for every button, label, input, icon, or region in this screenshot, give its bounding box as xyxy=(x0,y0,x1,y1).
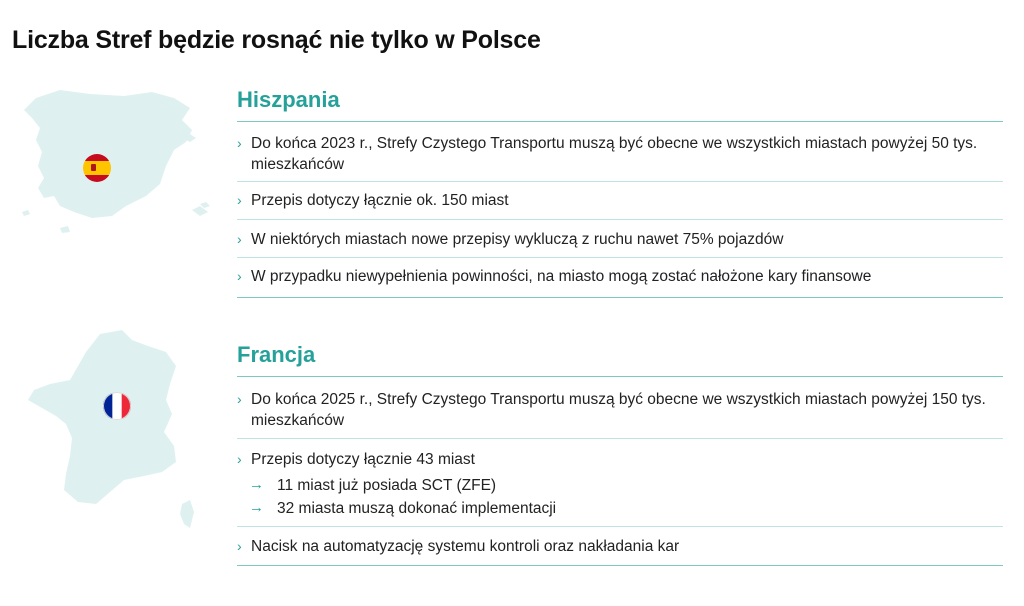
list-item: › W niektórych miastach nowe przepisy wykluczą z ruchu nawet 75% pojazdów xyxy=(237,231,784,248)
sub-list-item: → 11 miast już posiada SCT (ZFE) xyxy=(237,474,1003,497)
section-rule xyxy=(237,121,1003,122)
france-flag-icon xyxy=(103,392,131,420)
section-end-rule xyxy=(237,297,1003,298)
chevron-right-icon: › xyxy=(237,391,242,407)
sub-list-item: → 32 miasta muszą dokonać implementacji xyxy=(237,497,1003,520)
divider xyxy=(237,181,1003,182)
chevron-right-icon: › xyxy=(237,451,242,467)
divider xyxy=(237,526,1003,527)
section-title-france: Francja xyxy=(237,342,316,367)
arrow-right-icon: → xyxy=(249,476,264,493)
divider xyxy=(237,219,1003,220)
list-item: › Nacisk na automatyzację systemu kontroli oraz nakładania kar xyxy=(237,538,680,555)
list-item: › W przypadku niewypełnienia powinności, na miasto mogą zostać nałożone kary finansowe xyxy=(237,268,872,285)
france-map-icon xyxy=(26,328,206,538)
chevron-right-icon: › xyxy=(237,538,242,554)
chevron-right-icon: › xyxy=(237,135,242,151)
list-item: › Do końca 2023 r., Strefy Czystego Transportu muszą być obecne we wszystkich miastach powyżej 50 tys. mieszkańców xyxy=(237,135,978,173)
list-item: › Do końca 2025 r., Strefy Czystego Transportu muszą być obecne we wszystkich miastach powyżej 150 tys. mieszkańców xyxy=(237,391,986,429)
divider xyxy=(237,257,1003,258)
spain-flag-icon xyxy=(83,154,111,182)
chevron-right-icon: › xyxy=(237,268,242,284)
list-item: › Przepis dotyczy łącznie ok. 150 miast xyxy=(237,192,509,209)
section-rule xyxy=(237,376,1003,377)
chevron-right-icon: › xyxy=(237,192,242,208)
divider xyxy=(237,438,1003,439)
list-item: › Przepis dotyczy łącznie 43 miast → 11 miast już posiada SCT (ZFE) → 32 miasta muszą dokonać implementacji xyxy=(237,449,1003,520)
section-end-rule xyxy=(237,565,1003,566)
spain-map-icon xyxy=(14,86,214,236)
section-title-spain: Hiszpania xyxy=(237,87,340,112)
arrow-right-icon: → xyxy=(249,499,264,516)
chevron-right-icon: › xyxy=(237,231,242,247)
page-title: Liczba Stref będzie rosnąć nie tylko w Polsce xyxy=(12,26,541,54)
